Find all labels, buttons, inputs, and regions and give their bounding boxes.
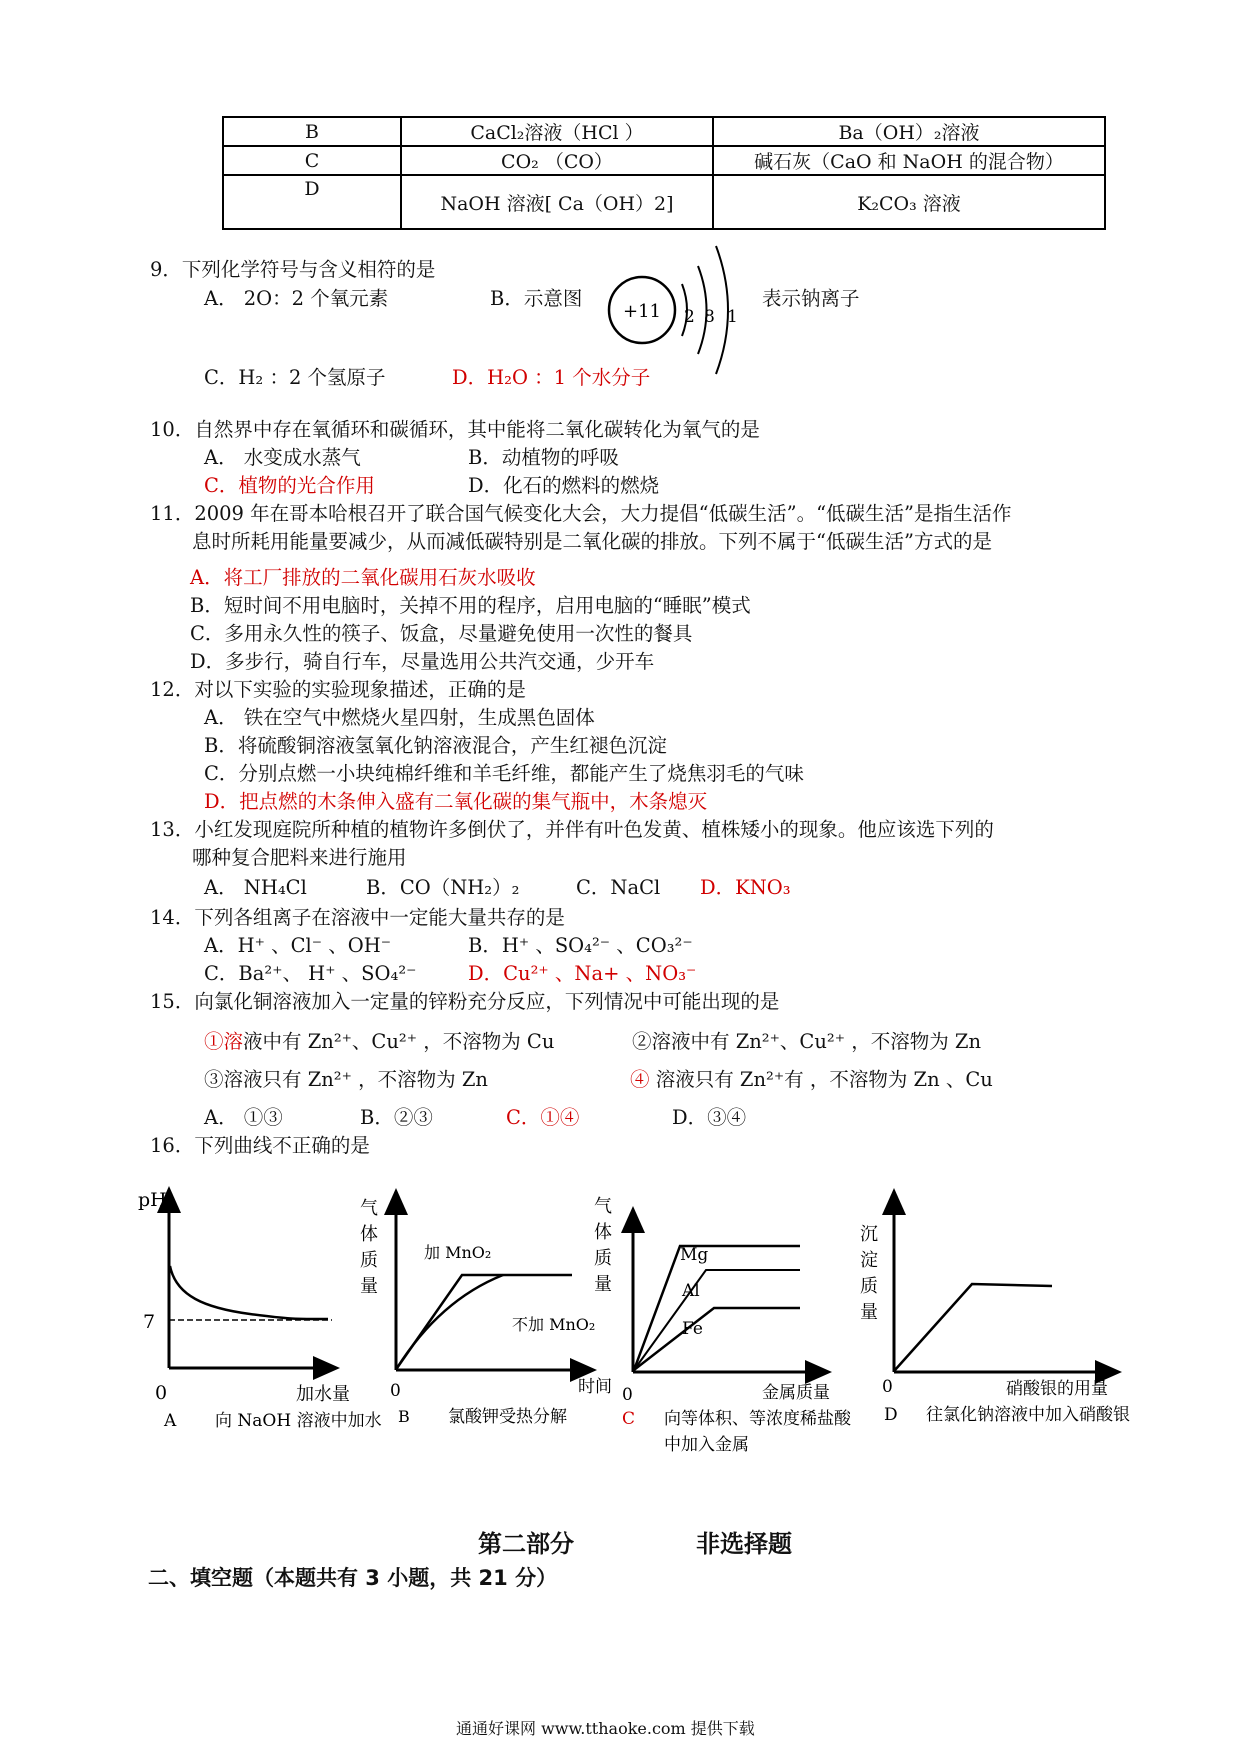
q11-option-b: B．短时间不用电脑时，关掉不用的程序，启用电脑的“睡眠”模式 — [190, 594, 751, 617]
table-cell-letter: D — [223, 175, 401, 229]
q15-option-a: A． ①③ — [204, 1106, 283, 1129]
graph-d-xlabel: 硝酸银的用量 — [1006, 1379, 1108, 1399]
q15-stem: 15．向氯化铜溶液加入一定量的锌粉充分反应，下列情况中可能出现的是 — [150, 990, 780, 1013]
part2-subtitle: 非选择题 — [696, 1530, 792, 1558]
q14-stem: 14．下列各组离子在溶液中一定能大量共存的是 — [150, 906, 565, 929]
graph-b — [360, 1198, 612, 1427]
graph-d-ylabel-1: 沉 — [860, 1224, 878, 1245]
q9-option-b-suffix: 表示钠离子 — [762, 287, 860, 310]
precipitate-line — [895, 1284, 1052, 1370]
graph-a-origin: 0 — [155, 1382, 168, 1404]
graph-a-xlabel: 加水量 — [296, 1384, 350, 1405]
q15-option-b: B．②③ — [360, 1106, 433, 1129]
shell-electrons: 1 — [727, 307, 738, 327]
graph-d — [860, 1200, 1130, 1425]
q12-option-a: A． 铁在空气中燃烧火星四射，生成黑色固体 — [204, 706, 595, 729]
graph-d-ylabel-4: 量 — [860, 1302, 878, 1323]
q13-option-b: B．CO（NH₂）₂ — [366, 876, 520, 899]
graph-d-ylabel-2: 淀 — [860, 1250, 878, 1271]
q13-option-d: D．KNO₃ — [700, 876, 791, 899]
table-cell-substance: CaCl₂溶液（HCl ） — [401, 117, 713, 146]
graph-b-ylabel-3: 质 — [360, 1250, 378, 1271]
graph-c-fe-label: Fe — [682, 1319, 703, 1339]
table-cell-letter: C — [223, 146, 401, 175]
graph-c-letter: C — [622, 1409, 636, 1429]
without-catalyst-curve — [397, 1275, 503, 1368]
q9-option-b: B．示意图 — [490, 287, 583, 310]
graph-d-letter: D — [884, 1405, 898, 1425]
q15-statement-4-mark: ④ — [630, 1068, 650, 1091]
table-cell-reagent: Ba（OH）₂溶液 — [713, 117, 1105, 146]
graph-b-ylabel-4: 量 — [360, 1276, 378, 1297]
q11-stem-line2: 息时所耗用能量要减少，从而减低碳特别是二氧化碳的排放。下列不属于“低碳生活”方式的是 — [192, 530, 992, 553]
q9-option-d: D．H₂O ：1 个水分子 — [452, 366, 651, 389]
q11-option-c: C．多用永久性的筷子、饭盒，尽量避免使用一次性的餐具 — [190, 622, 693, 645]
q15-statement-4-text: 溶液只有 Zn²⁺有 ，不溶物为 Zn 、Cu — [655, 1068, 993, 1091]
q9-option-c: C．H₂ ：2 个氢原子 — [204, 366, 386, 389]
graph-c-caption-2: 中加入金属 — [664, 1435, 749, 1455]
graph-d-ylabel-3: 质 — [860, 1276, 878, 1297]
part2-title: 第二部分 — [478, 1530, 574, 1558]
graph-c-ylabel-4: 量 — [594, 1274, 612, 1295]
graph-b-without-label: 不加 MnO₂ — [512, 1315, 596, 1334]
q12-option-b: B．将硫酸铜溶液氢氧化钠溶液混合，产生红褪色沉淀 — [204, 734, 667, 757]
q12-option-c: C．分别点燃一小块纯棉纤维和羊毛纤维，都能产生了烧焦羽毛的气味 — [204, 762, 804, 785]
q13-stem-line1: 13．小红发现庭院所种植的植物许多倒伏了，并伴有叶色发黄、植株矮小的现象。他应该选下列的 — [150, 818, 994, 841]
q11-stem-line1: 11．2009 年在哥本哈根召开了联合国气候变化大会，大力提倡“低碳生活”。“低碳生活”是指生活作 — [150, 502, 1012, 525]
graph-d-origin: 0 — [882, 1377, 893, 1397]
q10-option-a: A． 水变成水蒸气 — [204, 446, 361, 469]
q13-option-a: A． NH₄Cl — [204, 876, 307, 899]
graph-c-ylabel-3: 质 — [594, 1248, 612, 1269]
shell-electrons: 8 — [704, 307, 715, 327]
graph-a-ylabel: pH — [138, 1189, 167, 1211]
graph-b-letter: B — [398, 1407, 410, 1426]
q10-option-b: B．动植物的呼吸 — [468, 446, 619, 469]
page-footer: 通通好课网 www.tthaoke.com 提供下载 — [456, 1719, 755, 1738]
q15-statement-1-text: 液中有 Zn²⁺、Cu²⁺ ，不溶物为 Cu — [243, 1030, 555, 1053]
ph-curve — [170, 1266, 328, 1319]
q11-option-a: A．将工厂排放的二氧化碳用石灰水吸收 — [190, 566, 536, 589]
q14-option-c: C．Ba²⁺、 H⁺ 、SO₄²⁻ — [204, 962, 417, 985]
q10-option-c: C．植物的光合作用 — [204, 474, 375, 497]
table-cell-reagent: K₂CO₃ 溶液 — [713, 175, 1105, 229]
q14-option-d: D．Cu²⁺ 、Na+ 、NO₃⁻ — [468, 962, 697, 985]
graph-b-caption: 氯酸钾受热分解 — [448, 1407, 567, 1427]
graph-c-mg-label: Mg — [680, 1245, 709, 1265]
graph-c-xlabel: 金属质量 — [762, 1383, 830, 1403]
graph-a — [138, 1189, 382, 1431]
q15-statement-3: ③溶液只有 Zn²⁺ ，不溶物为 Zn — [204, 1068, 488, 1091]
shell-electrons: 2 — [684, 307, 695, 327]
q15-option-c: C．①④ — [506, 1106, 580, 1129]
fe-line — [634, 1308, 800, 1370]
table-cell-reagent: 碱石灰（CaO 和 NaOH 的混合物） — [713, 146, 1105, 175]
graph-a-letter: A — [164, 1411, 177, 1431]
q13-option-c: C．NaCl — [576, 876, 661, 899]
graph-c-origin: 0 — [622, 1385, 633, 1405]
graph-c-ylabel-1: 气 — [594, 1196, 612, 1217]
q16-stem: 16．下列曲线不正确的是 — [150, 1134, 370, 1157]
al-line — [634, 1270, 800, 1370]
graph-b-ylabel-2: 体 — [360, 1224, 378, 1245]
graph-c-al-label: Al — [682, 1281, 700, 1301]
q11-option-d: D．多步行，骑自行车，尽量选用公共汽交通，少开车 — [190, 650, 655, 673]
q15-statement-2: ②溶液中有 Zn²⁺、Cu²⁺ ，不溶物为 Zn — [632, 1030, 982, 1053]
table-cell-substance: NaOH 溶液[ Ca（OH）2] — [401, 175, 713, 229]
graph-c-caption-1: 向等体积、等浓度稀盐酸 — [664, 1409, 851, 1429]
graph-a-caption: 向 NaOH 溶液中加水 — [215, 1411, 382, 1431]
q10-stem: 10．自然界中存在氧循环和碳循环，其中能将二氧化碳转化为氧气的是 — [150, 418, 760, 441]
graph-b-ylabel-1: 气 — [360, 1198, 378, 1219]
nucleus-charge: +11 — [623, 301, 661, 322]
graph-c — [594, 1196, 852, 1455]
graph-d-caption: 往氯化钠溶液中加入硝酸银 — [926, 1405, 1130, 1425]
q9-stem: 9．下列化学符号与含义相符的是 — [150, 258, 436, 281]
graph-a-seven: 7 — [143, 1311, 156, 1333]
q10-option-d: D．化石的燃料的燃烧 — [468, 474, 660, 497]
table-cell-substance: CO₂ （CO） — [401, 146, 713, 175]
section-heading: 二、填空题（本题共有 3 小题，共 21 分） — [148, 1566, 558, 1590]
q14-option-a: A．H⁺ 、Cl⁻ 、OH⁻ — [204, 934, 392, 957]
q13-stem-line2: 哪种复合肥料来进行施用 — [192, 846, 407, 869]
graph-b-origin: 0 — [390, 1381, 401, 1401]
q14-option-b: B．H⁺ 、SO₄²⁻ 、CO₃²⁻ — [468, 934, 693, 957]
graph-c-ylabel-2: 体 — [594, 1222, 612, 1243]
q15-option-d: D．③④ — [672, 1106, 747, 1129]
table-cell-letter: B — [223, 117, 401, 146]
q15-statement-1-mark: ①溶 — [204, 1030, 244, 1053]
graph-b-with-label: 加 MnO₂ — [424, 1243, 492, 1262]
q9-option-a: A． 2O：2 个氧元素 — [204, 287, 389, 310]
graph-b-xlabel: 时间 — [578, 1377, 612, 1397]
q12-option-d: D．把点燃的木条伸入盛有二氧化碳的集气瓶中，木条熄灭 — [204, 790, 708, 813]
q12-stem: 12．对以下实验的实验现象描述，正确的是 — [150, 678, 526, 701]
